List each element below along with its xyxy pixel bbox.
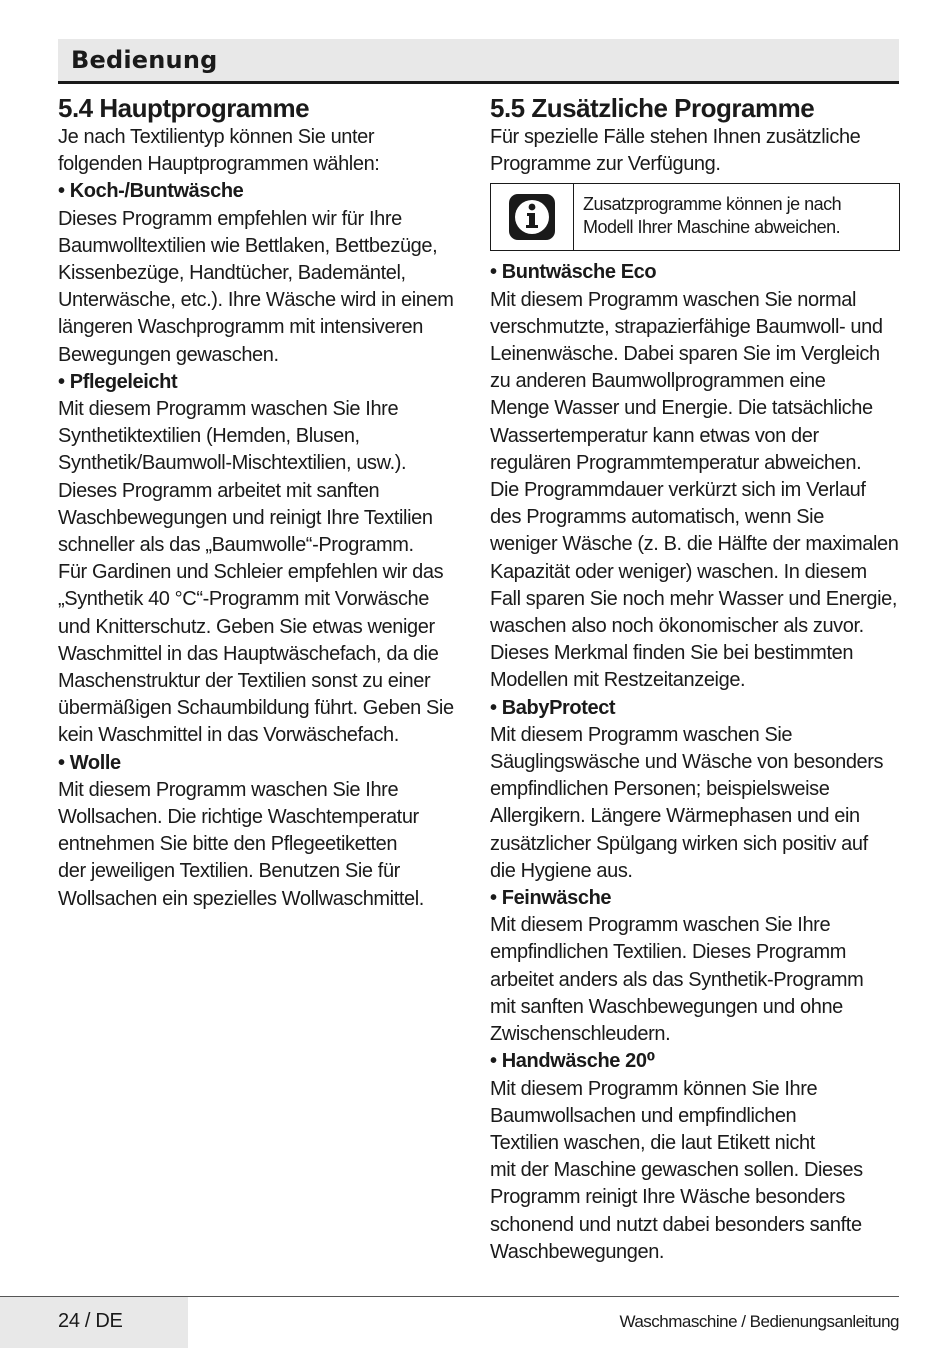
program-description: Mit diesem Programm waschen Sie normal verschmutzte, strapazierfähige Baumwoll- und Leinenwäsche. Dabei sparen Sie im Vergleich zu anderen Baumwollprogrammen eine Menge Wasser und Energie. Die tatsächliche Wassertemperatur kann etwas von der regulären Programmtemperatur abweichen. Die Programmdauer verkürzt sich im Verlauf des Programms automatisch, wenn Sie weniger Wäsche (z. B. die Hälfte der maximalen Kapazität oder weniger) waschen. In diesem Fall sparen Sie noch mehr Wasser und Energie, waschen also noch ökonomischer als zuvor. Dieses Merkmal finden Sie bei bestimmten Modellen mit Restzeitanzeige. bbox=[490, 288, 899, 692]
info-icon-cell bbox=[491, 184, 574, 250]
program-heading: • Pflegeleicht bbox=[58, 370, 178, 393]
program-heading: • Feinwäsche bbox=[490, 887, 612, 910]
info-icon bbox=[508, 193, 556, 241]
intro-text: Je nach Textilientyp können Sie unter folgenden Hauptprogrammen wählen: bbox=[58, 126, 380, 176]
program-description: Mit diesem Programm waschen Sie Säuglingswäsche und Wäsche von besonders empfindlichen Personen; beispielsweise Allergikern. Längere Wärmephasen und ein zusätzlicher Spülgang wirken sich positiv auf die Hygiene aus. bbox=[490, 723, 884, 882]
program-heading: • BabyProtect bbox=[490, 696, 616, 719]
section-title-main-programs: 5.4 Hauptprogramme bbox=[58, 93, 310, 123]
right-column bbox=[490, 92, 900, 1266]
section-header-title: Bedienung bbox=[71, 46, 218, 74]
intro-text: Für spezielle Fälle stehen Ihnen zusätzliche Programme zur Verfügung. bbox=[490, 126, 861, 176]
program-heading: • Wolle bbox=[58, 751, 121, 774]
program-description: Mit diesem Programm waschen Sie Ihre empfindlichen Textilien. Dieses Programm arbeitet anders als das Synthetik-Programm mit sanften Waschbewegungen und ohne Zwischenschleudern. bbox=[490, 914, 864, 1046]
section-title-additional-programs: 5.5 Zusätzliche Programme bbox=[490, 93, 815, 123]
program-description: Mit diesem Programm waschen Sie Ihre Wollsachen. Die richtige Waschtemperatur entnehmen Sie bitte den Pflegeetiketten der jeweiligen Textilien. Benutzen Sie für Wollsachen ein spezielles Wollwaschmittel. bbox=[58, 778, 424, 910]
program-heading: • Handwäsche 20⁰ bbox=[490, 1050, 655, 1073]
program-description: Dieses Programm empfehlen wir für Ihre Baumwolltextilien wie Bettlaken, Bettbezüge, Kissenbezüge, Handtücher, Bademäntel, Unterwäsche, etc.). Ihre Wäsche wird in einem längeren Waschprogramm mit intensiveren Bewegungen gewaschen. bbox=[58, 207, 454, 366]
info-note-text: Zusatzprogramme können je nach Modell Ihrer Maschine abweichen. bbox=[583, 194, 842, 238]
info-note-box bbox=[490, 183, 900, 251]
program-description: Mit diesem Programm waschen Sie Ihre Synthetiktextilien (Hemden, Blusen, Synthetik/Baumwoll-Mischtextilien, usw.). Dieses Programm arbeitet mit sanften Waschbewegungen und reinigt Ihre Textilien schneller als das „Baumwolle“-Programm. Für Gardinen und Schleier empfehlen wir das „Synthetik 40 °C“-Programm mit Vorwäsche und Knitterschutz. Geben Sie etwas weniger Waschmittel in das Hauptwäschefach, da die Maschenstruktur der Textilien sonst zu einer übermäßigen Schaumbildung führt. Geben Sie kein Waschmittel in das Vorwäschefach. bbox=[58, 398, 454, 747]
section-header bbox=[58, 39, 899, 84]
footer-document-title: Waschmaschine / Bedienungsanleitung bbox=[619, 1312, 899, 1331]
left-column bbox=[58, 92, 458, 913]
program-heading: • Koch-/Buntwäsche bbox=[58, 180, 244, 203]
program-heading: • Buntwäsche Eco bbox=[490, 261, 657, 284]
page-number: 24 / DE bbox=[58, 1310, 123, 1332]
program-description: Mit diesem Programm können Sie Ihre Baumwollsachen und empfindlichen Textilien waschen, die laut Etikett nicht mit der Maschine gewaschen sollen. Dieses Programm reinigt Ihre Wäsche besonders schonend und nutzt dabei besonders sanfte Waschbewegungen. bbox=[490, 1077, 863, 1263]
